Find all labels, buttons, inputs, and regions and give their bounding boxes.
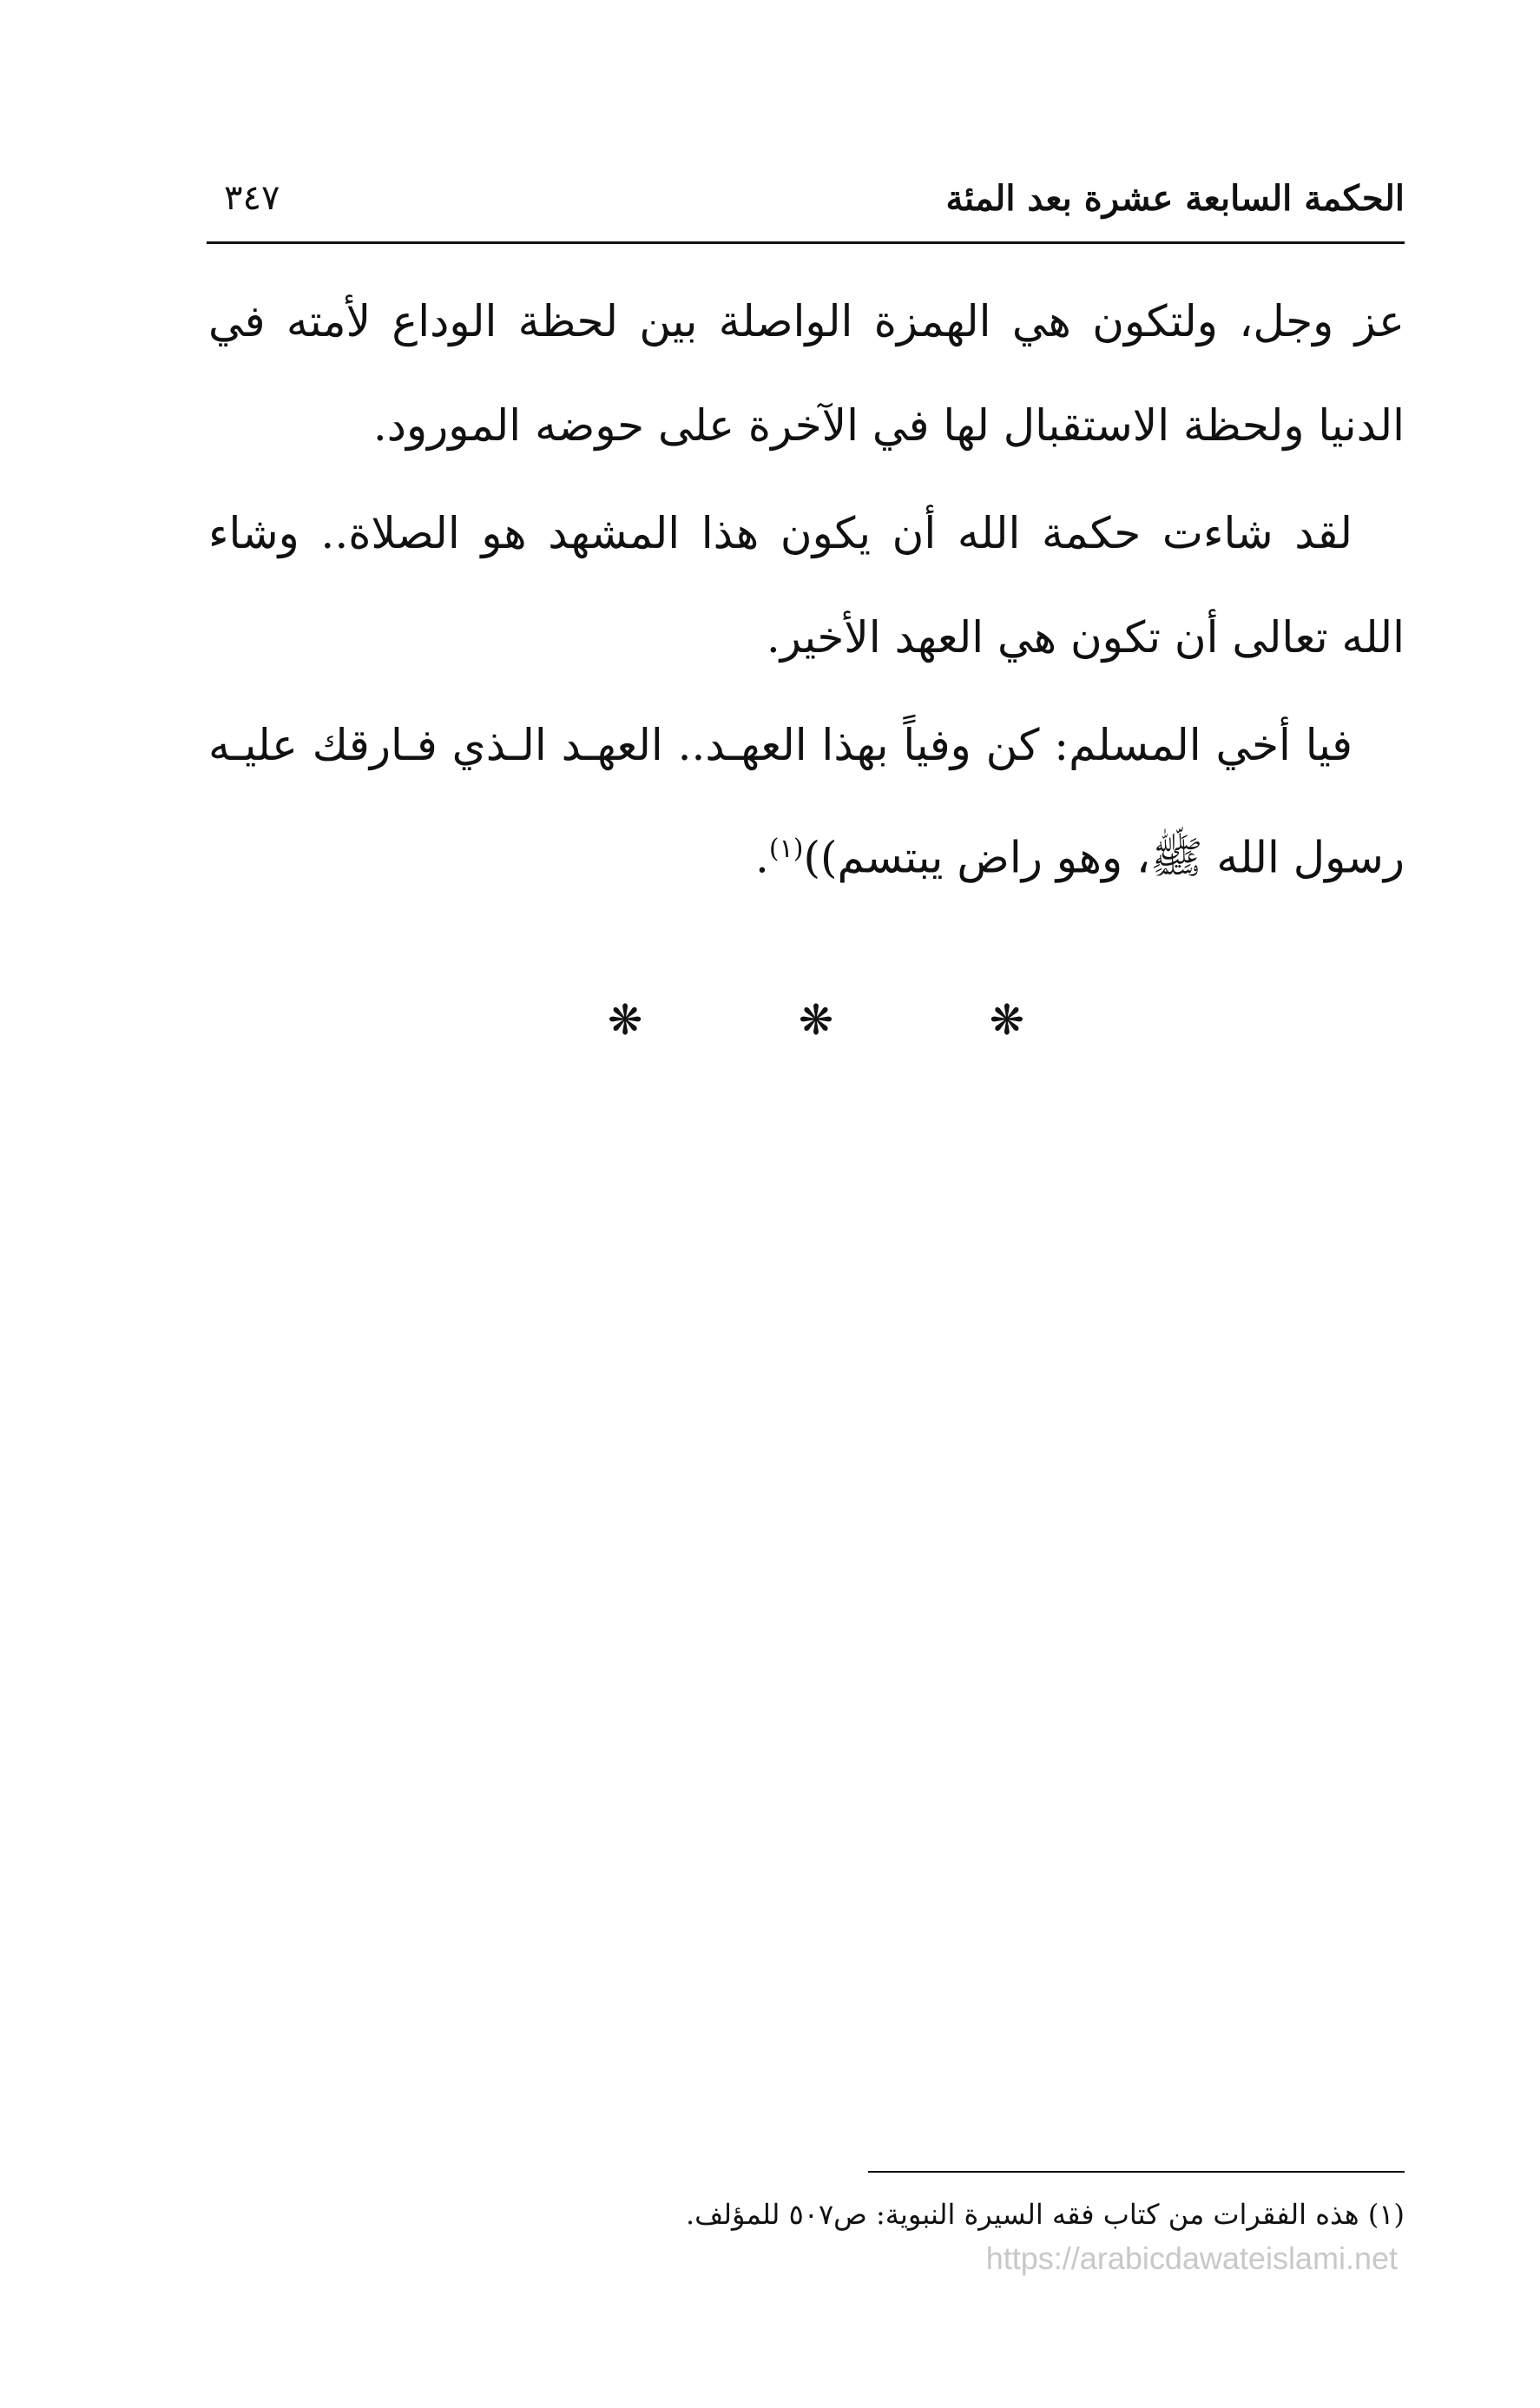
section-separator (608, 994, 1024, 1046)
separator-mark: ❋ (798, 996, 834, 1045)
main-text (208, 269, 1405, 910)
paragraph-1: عز وجل، ولتكون هي الهمزة الواصلة بين لحظة الوداع لأمته في الدنيا ولحظة الاستقبال لها في الآخرة على حوضه المورود. (208, 296, 1405, 451)
paragraph-3-text: فيا أخي المسلم: كن وفياً بهذا العهـد.. العهـد الـذي فـارقك عليـه رسول الله ﷺ، وهو راض يبتسم)) (208, 720, 1405, 883)
page-number: ٣٤٧ (224, 178, 280, 218)
separator-mark: ❋ (608, 996, 643, 1045)
chapter-title: الحكمة السابعة عشرة بعد المئة (945, 178, 1405, 219)
header-divider (207, 241, 1405, 244)
running-header (207, 169, 1405, 239)
paragraph-3-end: . (755, 832, 769, 883)
paragraph-2: لقد شاءت حكمة الله أن يكون هذا المشهد هو الصلاة.. وشاء الله تعالى أن تكون هي العهد الأخير. (208, 508, 1405, 663)
footnote: (١) هذه الفقرات من كتاب فقه السيرة النبوية: ص٥٠٧ للمؤلف. (686, 2198, 1405, 2231)
watermark-url: https://arabicdawateislami.net (985, 2240, 1398, 2276)
footnote-reference: (١) (768, 834, 804, 864)
footnote-divider (868, 2171, 1405, 2173)
separator-mark: ❋ (989, 996, 1024, 1045)
paragraph-3 (208, 693, 1405, 910)
